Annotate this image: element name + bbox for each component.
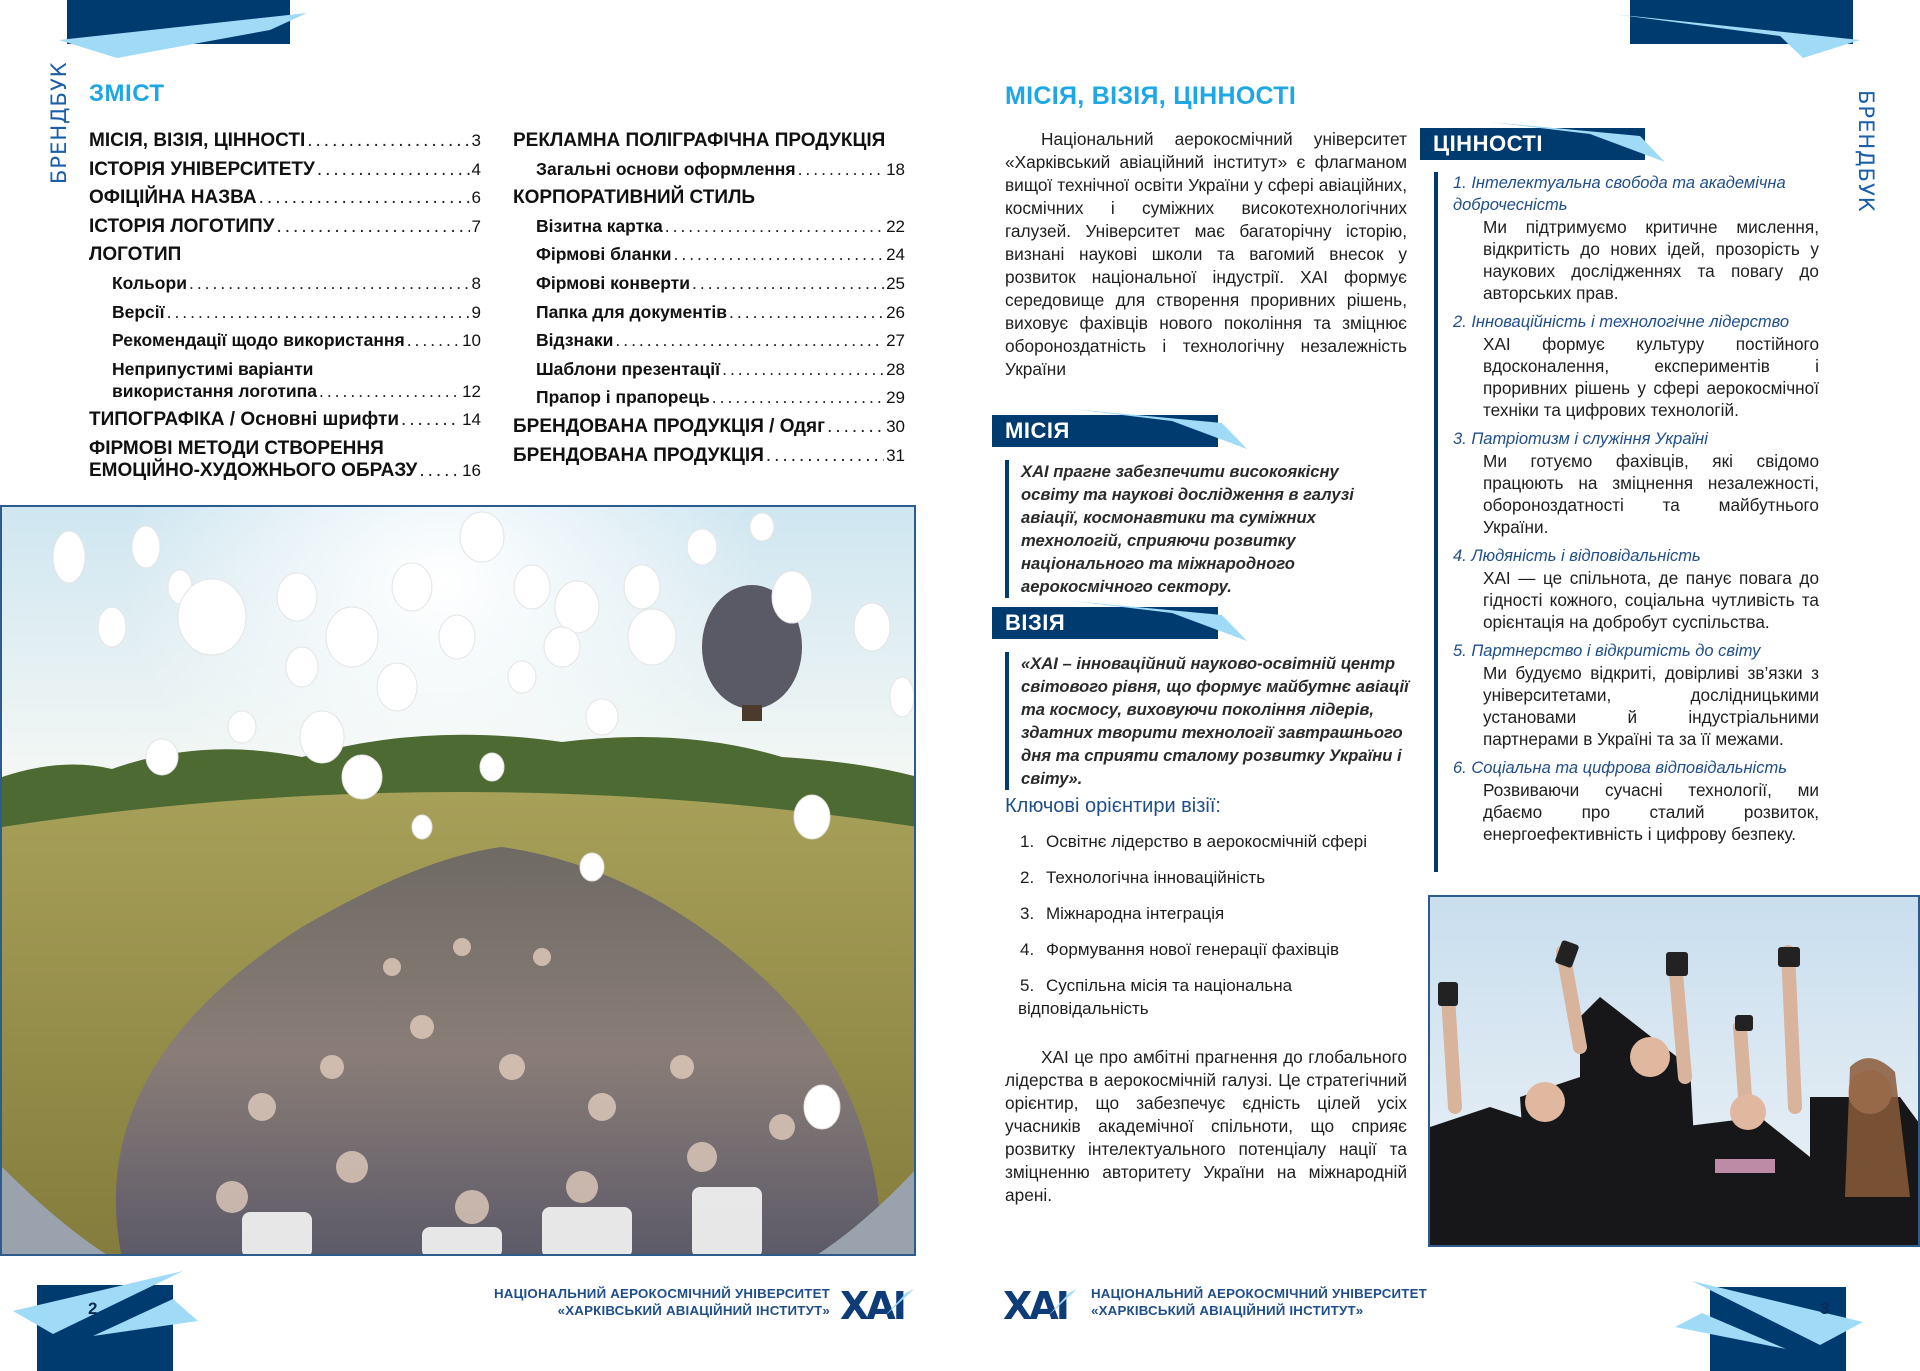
vision-heading-banner: ВІЗІЯ [992, 607, 1218, 639]
university-name-footer: НАЦІОНАЛЬНИЙ АЕРОКОСМІЧНИЙ УНІВЕРСИТЕТ «ХАРКІВСЬКИЙ АВІАЦІЙНИЙ ІНСТИТУТ» [494, 1286, 830, 1318]
xai-logo [840, 1283, 915, 1323]
toc-entry[interactable]: ІСТОРІЯ УНІВЕРСИТЕТУ ..... 4 [89, 159, 481, 188]
value-item: 1. Інтелектуальна свобода та академічна доброчесність Ми підтримуємо критичне мислення, відкритість до нових ідей, прозорість у наукових дослідженнях та повагу до авторських прав. [1453, 174, 1819, 303]
list-item: 2. Технологічна інноваційність [1020, 868, 1266, 887]
list-item: 4. Формування нової генерації фахівців [1020, 940, 1340, 959]
brand-vertical-label: БРЕНДБУК [1854, 90, 1878, 213]
toc-entry[interactable]: Фірмові бланки ..... 24 [513, 244, 905, 273]
list-item: 5. Суспільна місія та національна відповідальність [1018, 976, 1293, 1018]
toc-entry[interactable]: ІСТОРІЯ ЛОГОТИПУ ..... 7 [89, 216, 481, 245]
bottom-right-banner-decoration [1580, 1265, 1920, 1371]
university-name-footer: НАЦІОНАЛЬНИЙ АЕРОКОСМІЧНИЙ УНІВЕРСИТЕТ «ХАРКІВСЬКИЙ АВІАЦІЙНИЙ ІНСТИТУТ» [1091, 1286, 1427, 1318]
value-item: 2. Інноваційність і технологічне лідерство ХАІ формує культуру постійного вдосконалення, експериментів і проривних рішень у сфері аерокосмічної техніки та цифрових технологій. [1453, 313, 1819, 420]
toc-entry[interactable]: Прапор і прапорець ..... 29 [513, 387, 905, 416]
page-title: МІСІЯ, ВІЗІЯ, ЦІННОСТІ [1005, 82, 1297, 110]
values-list [1434, 172, 1819, 872]
xai-logo [1003, 1283, 1078, 1323]
toc-entry[interactable]: БРЕНДОВАНА ПРОДУКЦІЯ ..... 31 [513, 445, 905, 474]
toc-entry[interactable]: РЕКЛАМНА ПОЛІГРАФІЧНА ПРОДУКЦІЯ [513, 130, 886, 151]
toc-entry[interactable]: Кольори ..... 8 [89, 273, 481, 302]
mission-statement: ХАІ прагне забезпечити високоякісну освіту та наукові дослідження в галузі авіації, космонавтики та суміжних технологій, сприяючи розвитку національного та міжнародного аерокосмічного сектору. [1005, 460, 1400, 598]
toc-entry[interactable]: МІСІЯ, ВІЗІЯ, ЦІННОСТІ ..... 3 [89, 130, 481, 159]
vision-statement: «ХАІ – інноваційний науково-освітній центр світового рівня, що формує майбутнє авіації та космосу, виховуючи покоління лідерів, здатних творити технології завтрашнього дня та сприяти сталому розвитку України і світу». [1005, 652, 1415, 790]
svg-text:XAI: XAI [1003, 1284, 1067, 1323]
values-heading-banner: ЦІННОСТІ [1420, 128, 1645, 160]
balloon-launch-photo [0, 505, 916, 1256]
toc-entry[interactable]: Візитна картка ..... 22 [513, 216, 905, 245]
toc-entry[interactable]: Фірмові конверти ..... 25 [513, 273, 905, 302]
toc-entry[interactable]: ЕМОЦІЙНО-ХУДОЖНЬОГО ОБРАЗУ ..... 16 [89, 460, 481, 489]
toc-entry[interactable]: Папка для документів ..... 26 [513, 302, 905, 331]
top-right-banner-decoration [1600, 0, 1900, 70]
toc-title: ЗМІСТ [89, 80, 165, 107]
list-item: 1. Освітнє лідерство в аерокосмічній сфері [1020, 832, 1367, 851]
svg-text:XAI: XAI [840, 1284, 904, 1323]
toc-entry[interactable]: Відзнаки ..... 27 [513, 330, 905, 359]
bottom-left-banner-decoration [0, 1265, 340, 1371]
toc-column-left [89, 130, 481, 489]
mission-heading-banner: МІСІЯ [992, 415, 1218, 447]
closing-paragraph: ХАІ це про амбітні прагнення до глобального лідерства в аерокосмічній галузі. Це стратегічний орієнтир, що забезпечує єдність цілей усіх учасників академічної спільноти, що сприяє розвитку інтелектуального потенціалу нації та зміцненню авторитету України на міжнародній арені. [1005, 1047, 1407, 1205]
toc-entry[interactable]: ФІРМОВІ МЕТОДИ СТВОРЕННЯ [89, 437, 384, 459]
toc-entry[interactable]: ОФІЦІЙНА НАЗВА ..... 6 [89, 187, 481, 216]
banner-wedge-decoration [1072, 601, 1272, 641]
toc-entry[interactable]: ЛОГОТИП [89, 244, 182, 266]
list-item: 3. Міжнародна інтеграція [1020, 904, 1225, 923]
toc-entry[interactable]: Шаблони презентації ..... 28 [513, 359, 905, 388]
page-number: 3 [1820, 1299, 1830, 1318]
banner-wedge-decoration [1072, 409, 1272, 449]
intro-paragraph: Національний аерокосмічний університет «Харківський авіаційний інститут» є флагманом вищої технічної освіти України у сфері авіаційних, космічних і суміжних високотехнологічних галузей. Університет має багаторічну історію, визнані наукові школи та вагомий внесок у розвиток національної індустрії. ХАІ формує середовище для створення проривних рішень, виховує фахівців нового покоління та зміцнює обороноздатність і технологічну незалежність України [1005, 129, 1407, 379]
key-points-heading: Ключові орієнтири візії: [1005, 795, 1221, 817]
toc-entry[interactable]: використання логотипа ..... 12 [89, 381, 481, 410]
toc-entry[interactable]: ТИПОГРАФІКА / Основні шрифти ..... 14 [89, 409, 481, 438]
banner-wedge-decoration [1490, 122, 1690, 162]
toc-entry[interactable]: КОРПОРАТИВНИЙ СТИЛЬ [513, 187, 756, 209]
value-item: 3. Патріотизм і служіння Україні Ми готуємо фахівців, які свідомо працюють на зміцнення незалежності, обороноздатності та майбутнього України. [1453, 430, 1819, 537]
toc-column-right [513, 130, 905, 473]
page-number: 2 [88, 1299, 98, 1318]
value-item: 5. Партнерство і відкритість до світу Ми будуємо відкриті, довірливі зв’язки з університетами, дослідницькими установами й індустріальними партнерами в Україні та за її межами. [1453, 642, 1819, 749]
toc-entry[interactable]: Версії ..... 9 [89, 302, 481, 331]
top-left-banner-decoration [0, 0, 340, 70]
brand-vertical-label: БРЕНДБУК [47, 61, 71, 184]
key-points-list [1018, 830, 1408, 1033]
value-item: 6. Соціальна та цифрова відповідальність Розвиваючи сучасні технології, ми дбаємо про сталий розвиток, енергоефективність і цифрову безпеку. [1453, 759, 1819, 844]
toc-entry[interactable]: БРЕНДОВАНА ПРОДУКЦІЯ / Одяг ..... 30 [513, 416, 905, 445]
toc-entry[interactable]: Рекомендації щодо використання ..... 10 [89, 330, 481, 359]
toc-entry[interactable]: Неприпустимі варіанти [112, 358, 314, 379]
cheering-crowd-photo [1428, 895, 1920, 1247]
value-item: 4. Людяність і відповідальність ХАІ — це спільнота, де панує повага до гідності кожного, соціальна чутливість та орієнтація на добробут суспільства. [1453, 547, 1819, 632]
toc-entry[interactable]: Загальні основи оформлення ..... 18 [513, 159, 905, 188]
